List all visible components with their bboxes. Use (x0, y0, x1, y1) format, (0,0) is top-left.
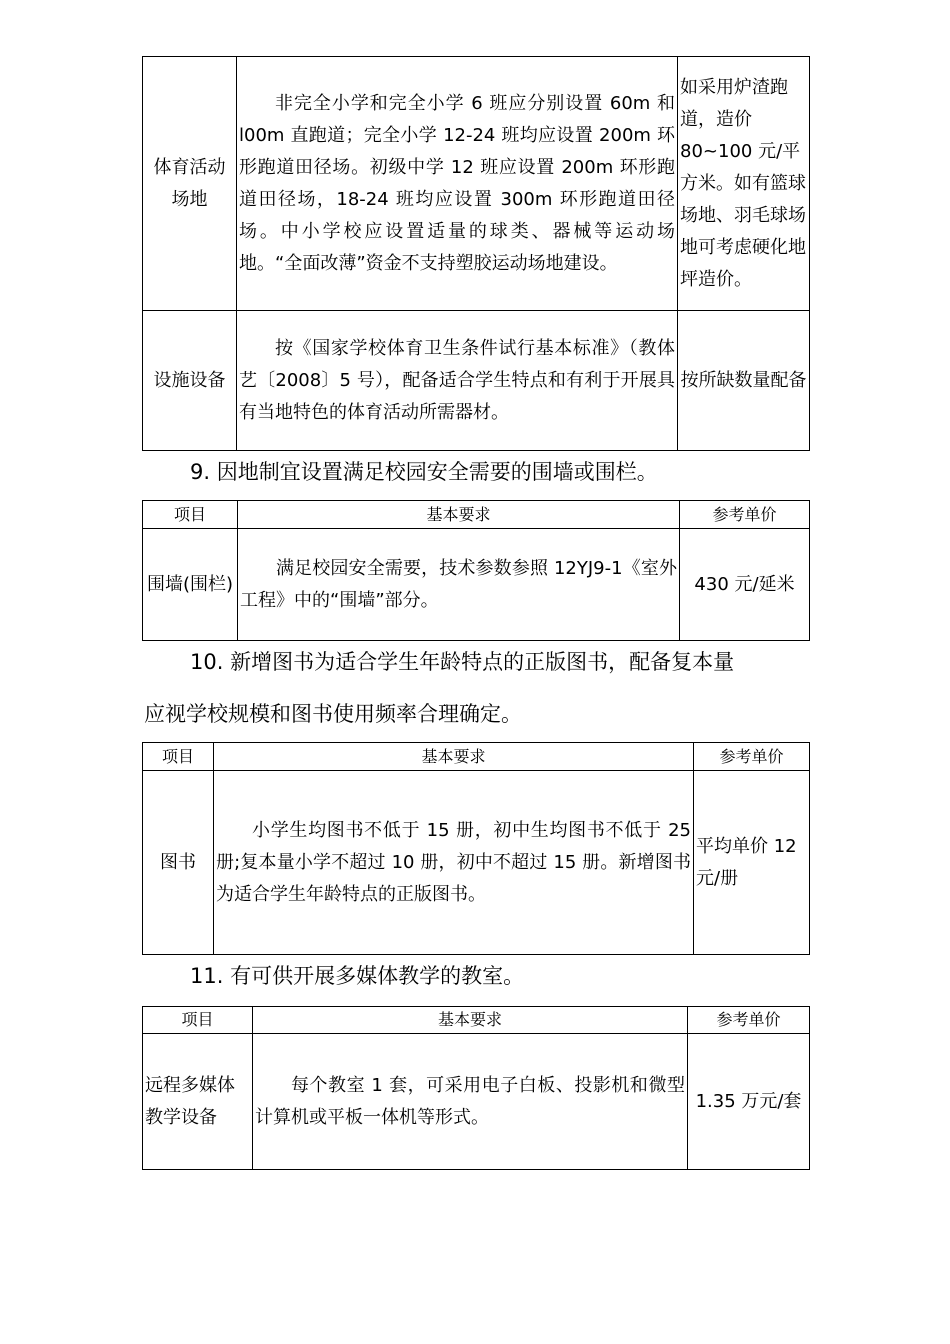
price-cell: 按所缺数量配备 (678, 311, 810, 451)
requirement-text: 每个教室 1 套，可采用电子白板、投影机和微型计算机或平板一体机等形式。 (255, 1074, 685, 1128)
table-row (143, 771, 810, 955)
section11-title: 11. 有可供开展多媒体教学的教室。 (190, 964, 525, 988)
table-row (143, 57, 810, 311)
header-item: 项目 (143, 743, 214, 771)
table-header (143, 501, 810, 529)
table-header (143, 1007, 810, 1034)
price-cell: 1.35 万元/套 (688, 1034, 810, 1170)
requirement-text: 小学生均图书不低于 15 册，初中生均图书不低于 25 册;复本量小学不超过 10 册，初中不超过 15 册。新增图书为适合学生年龄特点的正版图书。 (216, 819, 691, 905)
item-cell: 设施设备 (143, 311, 237, 451)
books-table (142, 742, 810, 955)
header-price: 参考单价 (694, 743, 810, 771)
item-cell: 体育活动场地 (143, 57, 237, 311)
price-cell: 平均单价 12 元/册 (694, 771, 810, 955)
header-requirement: 基本要求 (214, 743, 694, 771)
multimedia-table (142, 1006, 810, 1170)
requirement-cell (238, 529, 680, 641)
table-row (143, 311, 810, 451)
item-cell: 远程多媒体教学设备 (143, 1034, 253, 1170)
item-cell: 图书 (143, 771, 214, 955)
requirement-cell (253, 1034, 688, 1170)
requirement-cell (237, 311, 678, 451)
header-item: 项目 (143, 501, 238, 529)
price-cell: 如采用炉渣跑道，造价 80~100 元/平方米。如有篮球场地、羽毛球场地可考虑硬化地坪造价。 (678, 57, 810, 311)
section10-title-line2: 应视学校规模和图书使用频率合理确定。 (144, 702, 522, 726)
price-cell: 430 元/延米 (680, 529, 810, 641)
requirement-text: 非完全小学和完全小学 6 班应分别设置 60m 和 l00m 直跑道；完全小学 12-24 班均应设置 200m 环形跑道田径场。初级中学 12 班应设置 200m 环形跑道田径场，18-24 班均应设置 300m 环形跑道田径场。中小学校应设置适量的球类、器械等运动场地。“全面改薄”资金不支持塑胶运动场地建设。 (239, 92, 675, 274)
table-row (143, 1034, 810, 1170)
requirement-text: 满足校园安全需要，技术参数参照 12YJ9-1《室外工程》中的“围墙”部分。 (240, 557, 677, 611)
header-requirement: 基本要求 (238, 501, 680, 529)
requirement-cell (237, 57, 678, 311)
header-requirement: 基本要求 (253, 1007, 688, 1034)
fence-table (142, 500, 810, 641)
section9-title: 9. 因地制宜设置满足校园安全需要的围墙或围栏。 (190, 460, 658, 484)
sports-table (142, 56, 810, 451)
header-item: 项目 (143, 1007, 253, 1034)
section10-title-line1: 10. 新增图书为适合学生年龄特点的正版图书，配备复本量 (190, 650, 735, 674)
table-row (143, 529, 810, 641)
requirement-text: 按《国家学校体育卫生条件试行基本标准》（教体艺〔2008〕5 号），配备适合学生特点和有利于开展具有当地特色的体育活动所需器材。 (239, 337, 675, 423)
requirement-cell (214, 771, 694, 955)
header-price: 参考单价 (680, 501, 810, 529)
table-header (143, 743, 810, 771)
header-price: 参考单价 (688, 1007, 810, 1034)
item-cell: 围墙(围栏) (143, 529, 238, 641)
